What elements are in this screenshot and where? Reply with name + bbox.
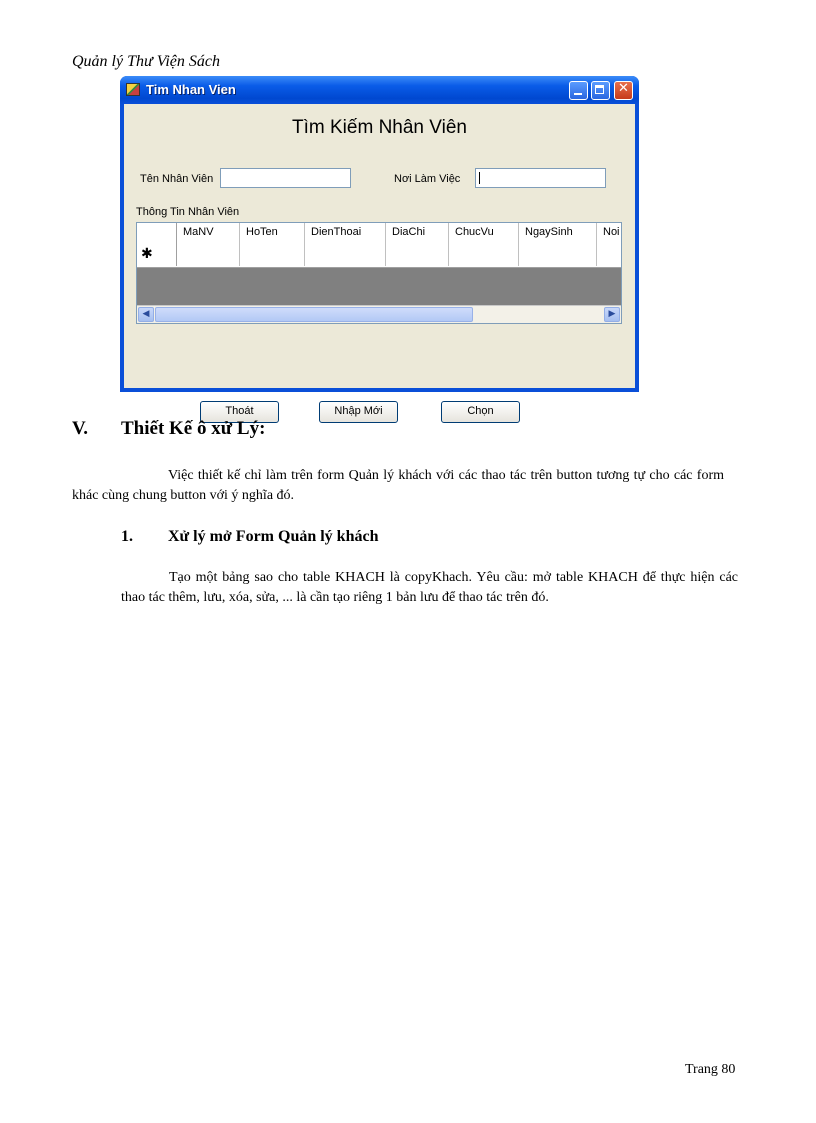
grid-cell[interactable] <box>519 244 597 266</box>
minimize-button[interactable] <box>569 81 588 100</box>
chevron-left-icon: ◀ <box>142 309 150 319</box>
thong-tin-nhan-vien-label: Thông Tin Nhân Viên <box>136 206 240 218</box>
horizontal-scrollbar[interactable] <box>137 305 621 323</box>
employee-data-grid[interactable] <box>136 222 622 324</box>
noi-lam-viec-input[interactable] <box>475 168 606 188</box>
app-window <box>120 76 639 417</box>
column-header-noi[interactable]: Noi <box>603 226 620 238</box>
grid-cell[interactable] <box>177 244 240 266</box>
close-icon: ✕ <box>618 81 629 96</box>
grid-cell[interactable] <box>240 244 305 266</box>
grid-header-row <box>137 223 621 245</box>
noi-lam-viec-label: Nơi Làm Việc <box>394 173 461 185</box>
column-header-ngaysinh[interactable]: NgaySinh <box>519 223 597 244</box>
grid-new-row[interactable] <box>137 244 621 268</box>
page-number: Trang 80 <box>685 1062 736 1077</box>
new-row-icon: ✱ <box>141 246 153 262</box>
paragraph-subsection: Tạo một bảng sao cho table KHACH là copyKhach. Yêu cầu: mở table KHACH để thực hiện các thao tác thêm, lưu, xóa, sửa, ... là cần tạo riêng 1 bản lưu để thao tác trên đó. <box>121 570 738 605</box>
grid-corner-header <box>137 223 177 244</box>
section-number: V. <box>72 418 89 439</box>
column-header-manv[interactable]: MaNV <box>177 223 240 244</box>
window-title: Tim Nhan Vien <box>146 82 236 97</box>
column-header-chucvu[interactable]: ChucVu <box>449 223 519 244</box>
text-caret <box>479 172 480 184</box>
grid-cell[interactable] <box>305 244 386 266</box>
paragraph-intro: Việc thiết kế chỉ làm trên form Quản lý khách với các thao tác trên button tương tự cho các form khác cùng chung button với ý nghĩa đó. <box>72 468 724 503</box>
thoat-button[interactable]: Thoát <box>200 401 279 423</box>
grid-cell[interactable] <box>597 244 622 266</box>
maximize-button[interactable] <box>591 81 610 100</box>
column-header-dienthoai[interactable]: DienThoai <box>305 223 386 244</box>
ten-nhan-vien-label: Tên Nhân Viên <box>140 173 214 185</box>
title-bar[interactable] <box>120 76 639 104</box>
form-title: Tìm Kiếm Nhân Viên <box>292 117 467 138</box>
grid-cell[interactable] <box>386 244 449 266</box>
close-button[interactable] <box>614 81 633 100</box>
scroll-left-button[interactable] <box>138 307 154 322</box>
maximize-icon <box>595 85 604 94</box>
section-title: Thiết Kế ô xử Lý: <box>121 418 266 439</box>
subsection-title: Xử lý mở Form Quản lý khách <box>168 528 379 545</box>
column-header-hoten[interactable]: HoTen <box>240 223 305 244</box>
scroll-thumb[interactable] <box>155 307 473 322</box>
chevron-right-icon: ▶ <box>608 309 616 319</box>
page-header: Quản lý Thư Viện Sách <box>72 53 220 70</box>
row-header[interactable] <box>137 244 177 266</box>
ten-nhan-vien-input[interactable] <box>220 168 351 188</box>
form-client-area <box>124 104 635 388</box>
subsection-number: 1. <box>121 528 133 545</box>
scroll-right-button[interactable] <box>604 307 620 322</box>
minimize-icon <box>574 93 582 95</box>
nhap-moi-button[interactable]: Nhập Mới <box>319 401 398 423</box>
app-icon <box>126 83 140 96</box>
grid-cell[interactable] <box>449 244 519 266</box>
column-header-diachi[interactable]: DiaChi <box>386 223 449 244</box>
chon-button[interactable]: Chọn <box>441 401 520 423</box>
